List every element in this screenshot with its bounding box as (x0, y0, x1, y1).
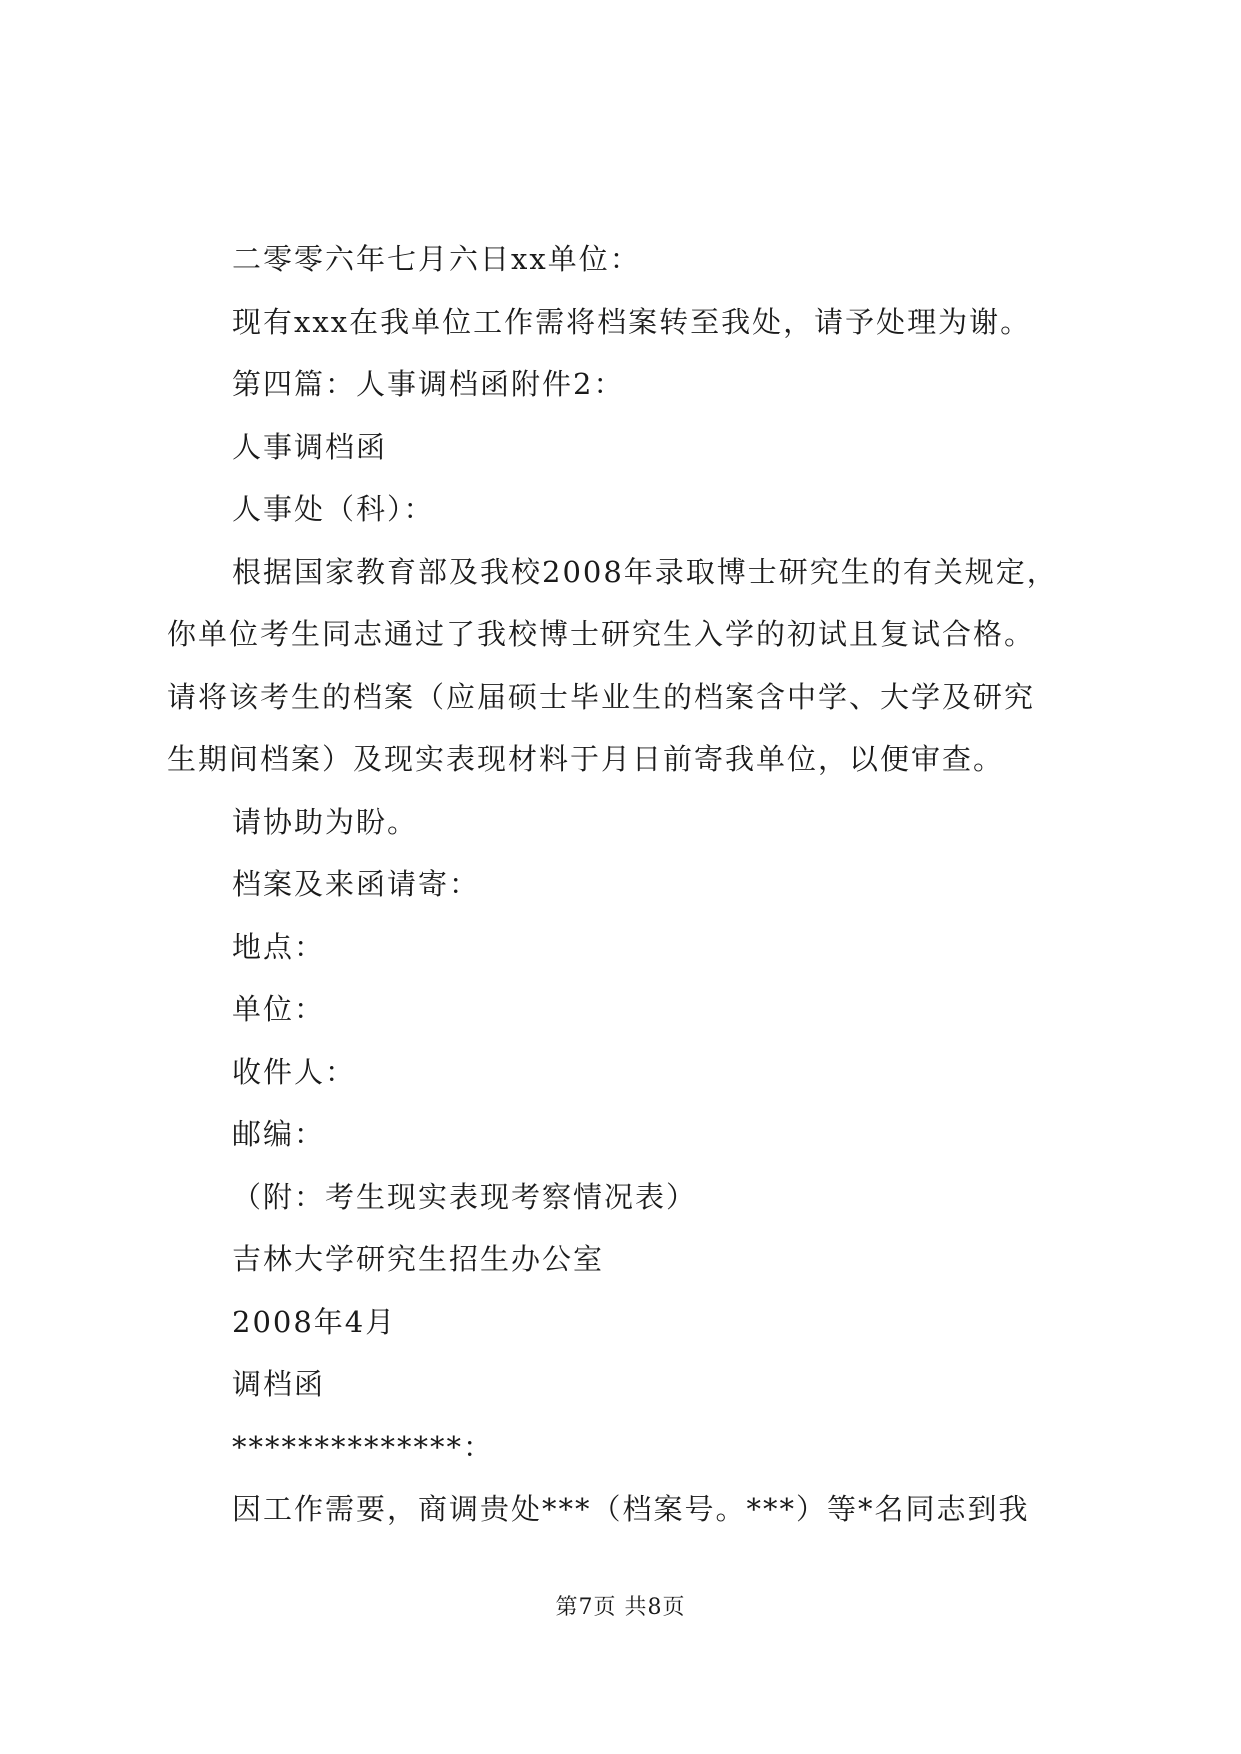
text-line-paragraph-3: 请将该考生的档案（应届硕士毕业生的档案含中学、大学及研究 (167, 679, 1036, 714)
text-line-second-letter-title: 调档函 (232, 1367, 326, 1401)
text-line-location-field: 地点： (232, 929, 326, 964)
text-line-date-salutation: 二零零六年七月六日xx单位： (232, 242, 641, 276)
text-line-second-letter-body: 因工作需要，商调贵处***（档案号。***）等*名同志到我 (232, 1492, 1030, 1526)
page-footer (0, 1590, 1241, 1621)
text-line-recipient-field: 收件人： (232, 1054, 357, 1089)
text-line-postcode-field: 邮编： (232, 1117, 326, 1151)
text-line-addressee: 人事处（科）： (232, 492, 435, 526)
text-line-letter-title: 人事调档函 (232, 429, 388, 464)
text-line-mail-to: 档案及来函请寄： (232, 867, 481, 901)
text-line-unit-field: 单位： (232, 992, 326, 1026)
text-line-paragraph-2: 你单位考生同志通过了我校博士研究生入学的初试且复试合格。 (167, 617, 1036, 651)
text-line-attachment-note: （附：考生现实表现考察情况表） (232, 1179, 698, 1214)
text-line-masked-addressee: **************： (232, 1429, 495, 1464)
text-line-letter-date: 2008年4月 (232, 1304, 397, 1339)
text-line-paragraph-4: 生期间档案）及现实表现材料于月日前寄我单位，以便审查。 (167, 742, 1005, 776)
document-body (167, 228, 1087, 1541)
text-line-sender-office: 吉林大学研究生招生办公室 (232, 1242, 605, 1276)
text-line-please-assist: 请协助为盼。 (232, 804, 419, 839)
text-line-paragraph-1: 根据国家教育部及我校2008年录取博士研究生的有关规定， (232, 554, 1058, 589)
text-line-section-heading: 第四篇：人事调档函附件2： (232, 367, 625, 401)
text-line-transfer-request: 现有xxx在我单位工作需将档案转至我处，请予处理为谢。 (232, 304, 1032, 339)
page-number-label: 第7页 共8页 (555, 1595, 686, 1620)
